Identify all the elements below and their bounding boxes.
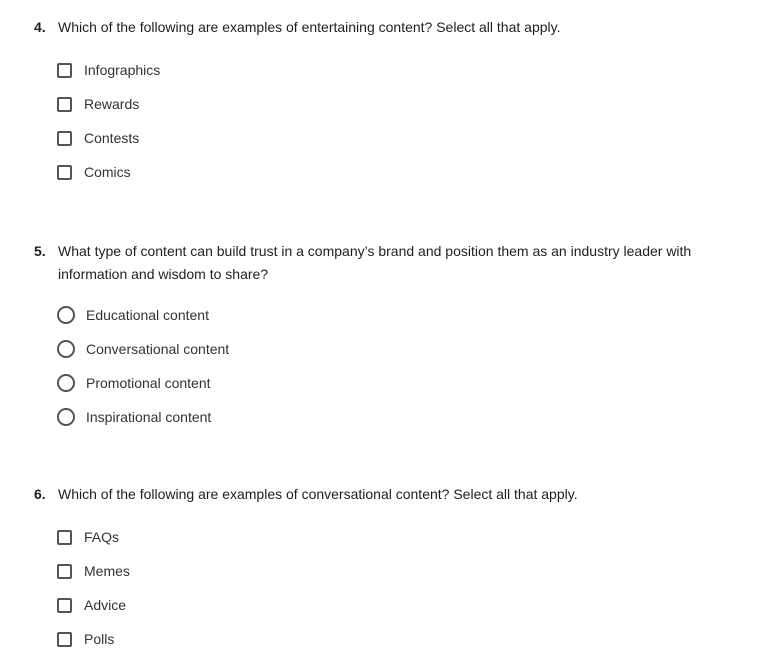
option-label: Advice (84, 597, 127, 613)
option-faqs[interactable] (57, 520, 724, 554)
option-label: Inspirational content (86, 409, 212, 425)
radio-button[interactable] (57, 306, 75, 324)
checkbox[interactable] (57, 632, 72, 647)
radio-button[interactable] (57, 408, 75, 426)
question-number: 4. (34, 19, 46, 35)
checkbox[interactable] (57, 165, 72, 180)
option-label: Promotional content (86, 375, 211, 391)
option-label: Polls (84, 631, 115, 647)
question-header (34, 240, 724, 286)
option-label: Rewards (84, 96, 140, 112)
option-contests[interactable] (57, 121, 724, 155)
option-rewards[interactable] (57, 87, 724, 121)
option-list (57, 298, 724, 434)
option-list (57, 520, 724, 656)
option-list (57, 53, 724, 189)
option-polls[interactable] (57, 622, 724, 656)
checkbox[interactable] (57, 97, 72, 112)
option-label: Contests (84, 130, 140, 146)
radio-button[interactable] (57, 340, 75, 358)
option-educational-content[interactable] (57, 298, 724, 332)
question-header (34, 483, 724, 506)
checkbox[interactable] (57, 598, 72, 613)
option-inspirational-content[interactable] (57, 400, 724, 434)
option-infographics[interactable] (57, 53, 724, 87)
question-header (34, 16, 724, 39)
checkbox[interactable] (57, 63, 72, 78)
option-comics[interactable] (57, 155, 724, 189)
question-number: 6. (34, 486, 46, 502)
question-number: 5. (34, 243, 46, 259)
question-5 (34, 240, 724, 434)
option-label: Conversational content (86, 341, 230, 357)
option-conversational-content[interactable] (57, 332, 724, 366)
option-label: Comics (84, 164, 131, 180)
question-6 (34, 483, 724, 656)
question-text: Which of the following are examples of conversational content? Select all that apply. (58, 486, 578, 502)
option-promotional-content[interactable] (57, 366, 724, 400)
checkbox[interactable] (57, 564, 72, 579)
option-advice[interactable] (57, 588, 724, 622)
question-4 (34, 16, 724, 189)
checkbox[interactable] (57, 131, 72, 146)
question-text: Which of the following are examples of entertaining content? Select all that apply. (58, 19, 561, 35)
option-label: Infographics (84, 62, 161, 78)
option-label: Memes (84, 563, 130, 579)
option-memes[interactable] (57, 554, 724, 588)
checkbox[interactable] (57, 530, 72, 545)
question-text: What type of content can build trust in a company’s brand and position them as an industry leader with information and wisdom to share? (58, 243, 692, 282)
option-label: FAQs (84, 529, 120, 545)
radio-button[interactable] (57, 374, 75, 392)
option-label: Educational content (86, 307, 209, 323)
